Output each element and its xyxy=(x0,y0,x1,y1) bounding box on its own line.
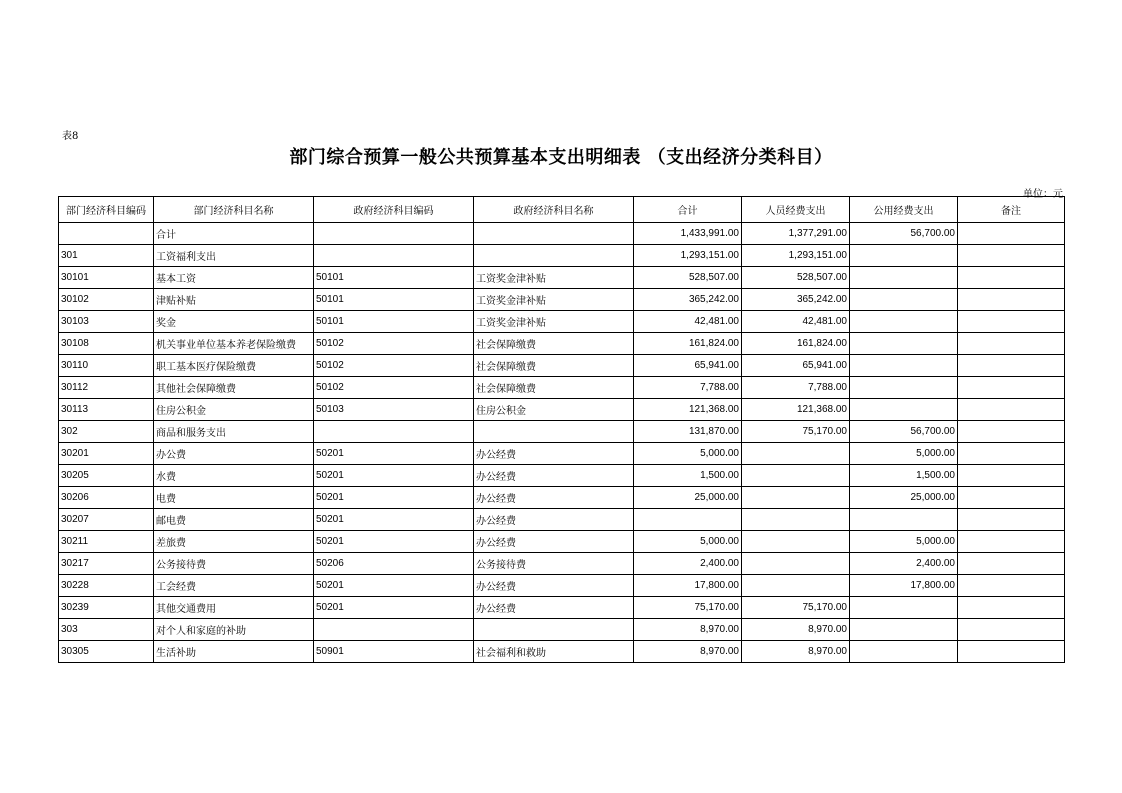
dept-name-cell: 生活补助 xyxy=(154,641,314,663)
table-row xyxy=(59,245,1065,267)
column-header: 合计 xyxy=(634,197,742,223)
gov-name-cell: 工资奖金津补贴 xyxy=(474,289,634,311)
public-cell xyxy=(850,333,958,355)
note-cell xyxy=(958,377,1065,399)
dept-name-cell: 其他社会保障缴费 xyxy=(154,377,314,399)
table-row xyxy=(59,223,1065,245)
dept-code-cell: 30228 xyxy=(59,575,154,597)
personnel-cell xyxy=(742,531,850,553)
total-cell: 1,433,991.00 xyxy=(634,223,742,245)
gov-name-cell: 工资奖金津补贴 xyxy=(474,311,634,333)
dept-name-cell: 其他交通费用 xyxy=(154,597,314,619)
dept-code-cell: 30205 xyxy=(59,465,154,487)
gov-code-cell: 50101 xyxy=(314,289,474,311)
dept-code-cell: 301 xyxy=(59,245,154,267)
column-header: 政府经济科目名称 xyxy=(474,197,634,223)
gov-name-cell: 社会保障缴费 xyxy=(474,355,634,377)
total-cell: 1,293,151.00 xyxy=(634,245,742,267)
column-header: 人员经费支出 xyxy=(742,197,850,223)
total-cell: 1,500.00 xyxy=(634,465,742,487)
total-cell: 2,400.00 xyxy=(634,553,742,575)
gov-code-cell: 50101 xyxy=(314,311,474,333)
personnel-cell: 75,170.00 xyxy=(742,421,850,443)
dept-code-cell: 30239 xyxy=(59,597,154,619)
note-cell xyxy=(958,421,1065,443)
gov-code-cell xyxy=(314,421,474,443)
public-cell xyxy=(850,377,958,399)
gov-name-cell: 社会福利和救助 xyxy=(474,641,634,663)
table-row xyxy=(59,311,1065,333)
dept-name-cell: 住房公积金 xyxy=(154,399,314,421)
gov-code-cell: 50101 xyxy=(314,267,474,289)
dept-code-cell: 30217 xyxy=(59,553,154,575)
total-cell: 365,242.00 xyxy=(634,289,742,311)
public-cell xyxy=(850,355,958,377)
table-row xyxy=(59,575,1065,597)
note-cell xyxy=(958,641,1065,663)
dept-name-cell: 公务接待费 xyxy=(154,553,314,575)
total-cell: 131,870.00 xyxy=(634,421,742,443)
gov-code-cell: 50102 xyxy=(314,355,474,377)
dept-name-cell: 合计 xyxy=(154,223,314,245)
note-cell xyxy=(958,267,1065,289)
gov-name-cell: 办公经费 xyxy=(474,487,634,509)
gov-code-cell: 50201 xyxy=(314,487,474,509)
total-cell: 528,507.00 xyxy=(634,267,742,289)
table-number-label: 表8 xyxy=(62,131,79,142)
personnel-cell: 8,970.00 xyxy=(742,641,850,663)
gov-name-cell: 公务接待费 xyxy=(474,553,634,575)
dept-name-cell: 机关事业单位基本养老保险缴费 xyxy=(154,333,314,355)
dept-code-cell: 30110 xyxy=(59,355,154,377)
gov-code-cell: 50206 xyxy=(314,553,474,575)
total-cell: 42,481.00 xyxy=(634,311,742,333)
dept-code-cell: 30112 xyxy=(59,377,154,399)
note-cell xyxy=(958,443,1065,465)
dept-code-cell: 30108 xyxy=(59,333,154,355)
column-header: 部门经济科目编码 xyxy=(59,197,154,223)
public-cell: 25,000.00 xyxy=(850,487,958,509)
public-cell xyxy=(850,619,958,641)
personnel-cell: 1,293,151.00 xyxy=(742,245,850,267)
public-cell xyxy=(850,509,958,531)
column-header: 部门经济科目名称 xyxy=(154,197,314,223)
public-cell: 1,500.00 xyxy=(850,465,958,487)
personnel-cell xyxy=(742,465,850,487)
dept-name-cell: 职工基本医疗保险缴费 xyxy=(154,355,314,377)
gov-code-cell xyxy=(314,619,474,641)
dept-name-cell: 津贴补贴 xyxy=(154,289,314,311)
dept-name-cell: 邮电费 xyxy=(154,509,314,531)
note-cell xyxy=(958,531,1065,553)
personnel-cell: 42,481.00 xyxy=(742,311,850,333)
gov-name-cell: 办公经费 xyxy=(474,465,634,487)
personnel-cell xyxy=(742,575,850,597)
public-cell xyxy=(850,245,958,267)
table-row xyxy=(59,487,1065,509)
gov-name-cell xyxy=(474,421,634,443)
dept-code-cell: 30102 xyxy=(59,289,154,311)
table-body xyxy=(59,223,1065,663)
personnel-cell: 528,507.00 xyxy=(742,267,850,289)
gov-code-cell: 50201 xyxy=(314,443,474,465)
table-row xyxy=(59,267,1065,289)
gov-name-cell: 工资奖金津补贴 xyxy=(474,267,634,289)
gov-name-cell xyxy=(474,619,634,641)
dept-name-cell: 基本工资 xyxy=(154,267,314,289)
gov-name-cell: 办公经费 xyxy=(474,509,634,531)
note-cell xyxy=(958,245,1065,267)
total-cell: 5,000.00 xyxy=(634,443,742,465)
dept-name-cell: 奖金 xyxy=(154,311,314,333)
gov-name-cell: 社会保障缴费 xyxy=(474,377,634,399)
gov-code-cell xyxy=(314,223,474,245)
table-row xyxy=(59,597,1065,619)
note-cell xyxy=(958,333,1065,355)
unit-label: 单位：元 xyxy=(1023,189,1063,200)
column-header: 政府经济科目编码 xyxy=(314,197,474,223)
page-title: 部门综合预算一般公共预算基本支出明细表 （支出经济分类科目） xyxy=(289,147,833,168)
total-cell: 121,368.00 xyxy=(634,399,742,421)
note-cell xyxy=(958,509,1065,531)
public-cell xyxy=(850,399,958,421)
table-row xyxy=(59,355,1065,377)
table-row xyxy=(59,399,1065,421)
dept-code-cell: 30103 xyxy=(59,311,154,333)
table-row xyxy=(59,465,1065,487)
note-cell xyxy=(958,597,1065,619)
dept-code-cell: 30113 xyxy=(59,399,154,421)
public-cell xyxy=(850,641,958,663)
dept-code-cell: 30206 xyxy=(59,487,154,509)
gov-code-cell: 50201 xyxy=(314,575,474,597)
personnel-cell: 365,242.00 xyxy=(742,289,850,311)
dept-code-cell: 30211 xyxy=(59,531,154,553)
gov-name-cell: 办公经费 xyxy=(474,575,634,597)
table-row xyxy=(59,333,1065,355)
gov-code-cell: 50103 xyxy=(314,399,474,421)
note-cell xyxy=(958,487,1065,509)
note-cell xyxy=(958,311,1065,333)
note-cell xyxy=(958,399,1065,421)
total-cell: 17,800.00 xyxy=(634,575,742,597)
dept-code-cell: 30207 xyxy=(59,509,154,531)
public-cell xyxy=(850,311,958,333)
note-cell xyxy=(958,289,1065,311)
note-cell xyxy=(958,223,1065,245)
public-cell: 56,700.00 xyxy=(850,223,958,245)
dept-name-cell: 办公费 xyxy=(154,443,314,465)
personnel-cell: 121,368.00 xyxy=(742,399,850,421)
personnel-cell xyxy=(742,553,850,575)
gov-name-cell: 社会保障缴费 xyxy=(474,333,634,355)
table-row xyxy=(59,289,1065,311)
dept-name-cell: 工资福利支出 xyxy=(154,245,314,267)
public-cell: 17,800.00 xyxy=(850,575,958,597)
dept-code-cell: 30101 xyxy=(59,267,154,289)
table-row xyxy=(59,509,1065,531)
gov-code-cell: 50201 xyxy=(314,597,474,619)
expenditure-table xyxy=(58,196,1065,663)
personnel-cell: 161,824.00 xyxy=(742,333,850,355)
note-cell xyxy=(958,619,1065,641)
total-cell: 8,970.00 xyxy=(634,619,742,641)
dept-name-cell: 工会经费 xyxy=(154,575,314,597)
gov-name-cell: 办公经费 xyxy=(474,597,634,619)
note-cell xyxy=(958,355,1065,377)
gov-code-cell xyxy=(314,245,474,267)
personnel-cell: 7,788.00 xyxy=(742,377,850,399)
gov-name-cell xyxy=(474,245,634,267)
gov-name-cell: 办公经费 xyxy=(474,443,634,465)
personnel-cell: 1,377,291.00 xyxy=(742,223,850,245)
gov-name-cell: 住房公积金 xyxy=(474,399,634,421)
table-row xyxy=(59,421,1065,443)
public-cell: 56,700.00 xyxy=(850,421,958,443)
total-cell: 75,170.00 xyxy=(634,597,742,619)
gov-code-cell: 50901 xyxy=(314,641,474,663)
table-row xyxy=(59,531,1065,553)
total-cell: 5,000.00 xyxy=(634,531,742,553)
gov-code-cell: 50102 xyxy=(314,333,474,355)
table-row xyxy=(59,553,1065,575)
public-cell xyxy=(850,597,958,619)
dept-code-cell: 302 xyxy=(59,421,154,443)
personnel-cell: 75,170.00 xyxy=(742,597,850,619)
table-header-row xyxy=(59,197,1065,223)
dept-name-cell: 水费 xyxy=(154,465,314,487)
dept-name-cell: 对个人和家庭的补助 xyxy=(154,619,314,641)
gov-code-cell: 50201 xyxy=(314,531,474,553)
gov-name-cell xyxy=(474,223,634,245)
total-cell: 25,000.00 xyxy=(634,487,742,509)
dept-name-cell: 商品和服务支出 xyxy=(154,421,314,443)
table-row xyxy=(59,443,1065,465)
total-cell: 161,824.00 xyxy=(634,333,742,355)
table-row xyxy=(59,619,1065,641)
total-cell: 7,788.00 xyxy=(634,377,742,399)
table-row xyxy=(59,377,1065,399)
personnel-cell xyxy=(742,487,850,509)
note-cell xyxy=(958,575,1065,597)
note-cell xyxy=(958,465,1065,487)
table-row xyxy=(59,641,1065,663)
personnel-cell: 65,941.00 xyxy=(742,355,850,377)
total-cell xyxy=(634,509,742,531)
dept-code-cell: 30305 xyxy=(59,641,154,663)
public-cell xyxy=(850,267,958,289)
dept-code-cell: 30201 xyxy=(59,443,154,465)
total-cell: 65,941.00 xyxy=(634,355,742,377)
public-cell: 5,000.00 xyxy=(850,443,958,465)
dept-code-cell xyxy=(59,223,154,245)
column-header: 备注 xyxy=(958,197,1065,223)
dept-name-cell: 差旅费 xyxy=(154,531,314,553)
gov-code-cell: 50201 xyxy=(314,465,474,487)
gov-code-cell: 50102 xyxy=(314,377,474,399)
personnel-cell xyxy=(742,509,850,531)
column-header: 公用经费支出 xyxy=(850,197,958,223)
dept-code-cell: 303 xyxy=(59,619,154,641)
public-cell xyxy=(850,289,958,311)
gov-name-cell: 办公经费 xyxy=(474,531,634,553)
gov-code-cell: 50201 xyxy=(314,509,474,531)
note-cell xyxy=(958,553,1065,575)
public-cell: 5,000.00 xyxy=(850,531,958,553)
personnel-cell: 8,970.00 xyxy=(742,619,850,641)
personnel-cell xyxy=(742,443,850,465)
total-cell: 8,970.00 xyxy=(634,641,742,663)
public-cell: 2,400.00 xyxy=(850,553,958,575)
dept-name-cell: 电费 xyxy=(154,487,314,509)
